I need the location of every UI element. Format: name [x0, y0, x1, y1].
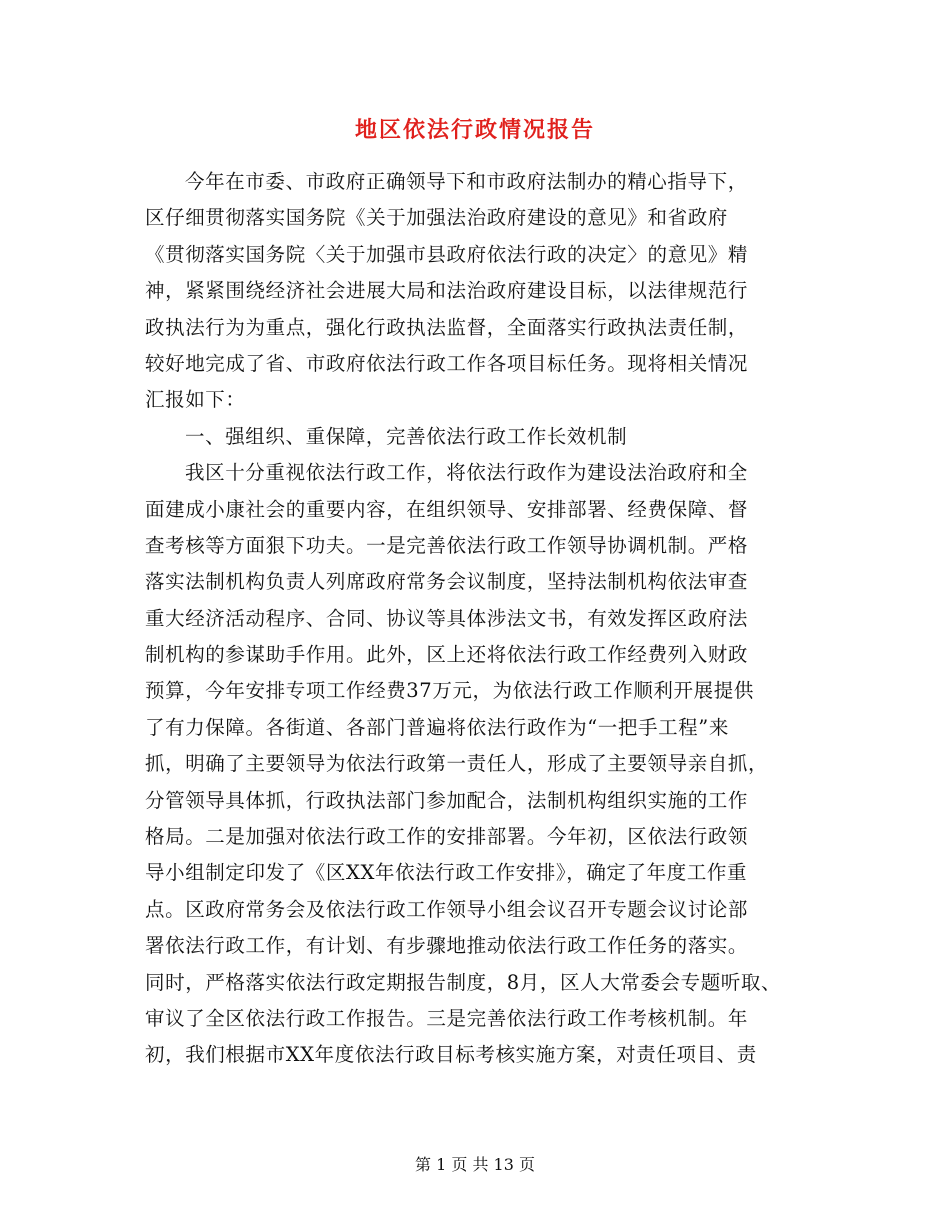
page-footer: 第 1 页 共 13 页: [415, 1155, 535, 1174]
body-line: 格局。二是加强对依法行政工作的安排部署。今年初，区依法行政领: [145, 825, 749, 849]
body-line: 初，我们根据市XX年度依法行政目标考核实施方案，对责任项目、责: [145, 1043, 757, 1067]
body-line: 审议了全区依法行政工作报告。三是完善依法行政工作考核机制。年: [145, 1006, 749, 1030]
body-line: 同时，严格落实依法行政定期报告制度，8月，区人大常委会专题听取、: [145, 970, 782, 994]
body-line: 预算，今年安排专项工作经费37万元，为依法行政工作顺利开展提供: [145, 679, 754, 703]
body-line: 政执法行为为重点，强化行政执法监督，全面落实行政执法责任制，: [145, 315, 749, 339]
body-line: 点。区政府常务会及依法行政工作领导小组会议召开专题会议讨论部: [145, 897, 749, 921]
body-line: 抓，明确了主要领导为依法行政第一责任人，形成了主要领导亲自抓，: [145, 752, 769, 776]
body-line: 较好地完成了省、市政府依法行政工作各项目标任务。现将相关情况: [145, 351, 749, 375]
body-line: 制机构的参谋助手作用。此外，区上还将依法行政工作经费列入财政: [145, 643, 749, 667]
body-line: 一、强组织、重保障，完善依法行政工作长效机制: [185, 424, 628, 448]
document-title: 地区依法行政情况报告: [354, 117, 595, 143]
body-line: 查考核等方面狠下功夫。一是完善依法行政工作领导协调机制。严格: [145, 533, 749, 557]
body-line: 神，紧紧围绕经济社会进展大局和法治政府建设目标，以法律规范行: [145, 279, 749, 303]
body-line: 了有力保障。各街道、各部门普遍将依法行政作为“一把手工程”来: [145, 715, 729, 739]
body-line: 面建成小康社会的重要内容，在组织领导、安排部署、经费保障、督: [145, 497, 749, 521]
body-line: 导小组制定印发了《区XX年依法行政工作安排》，确定了年度工作重: [145, 861, 748, 885]
body-line: 重大经济活动程序、合同、协议等具体涉法文书，有效发挥区政府法: [145, 606, 749, 630]
body-line: 我区十分重视依法行政工作，将依法行政作为建设法治政府和全: [185, 461, 748, 485]
body-line: 区仔细贯彻落实国务院《关于加强法治政府建设的意见》和省政府: [145, 206, 728, 230]
body-line: 署依法行政工作，有计划、有步骤地推动依法行政工作任务的落实。: [145, 934, 749, 958]
body-line: 汇报如下：: [145, 388, 246, 412]
body-line: 分管领导具体抓，行政执法部门参加配合，法制机构组织实施的工作: [145, 788, 749, 812]
body-line: 今年在市委、市政府正确领导下和市政府法制办的精心指导下，: [185, 170, 748, 193]
body-line: 落实法制机构负责人列席政府常务会议制度，坚持法制机构依法审查: [145, 570, 749, 594]
body-line: 《贯彻落实国务院〈关于加强市县政府依法行政的决定〉的意见》精: [145, 242, 749, 266]
document-body: [145, 164, 805, 1074]
